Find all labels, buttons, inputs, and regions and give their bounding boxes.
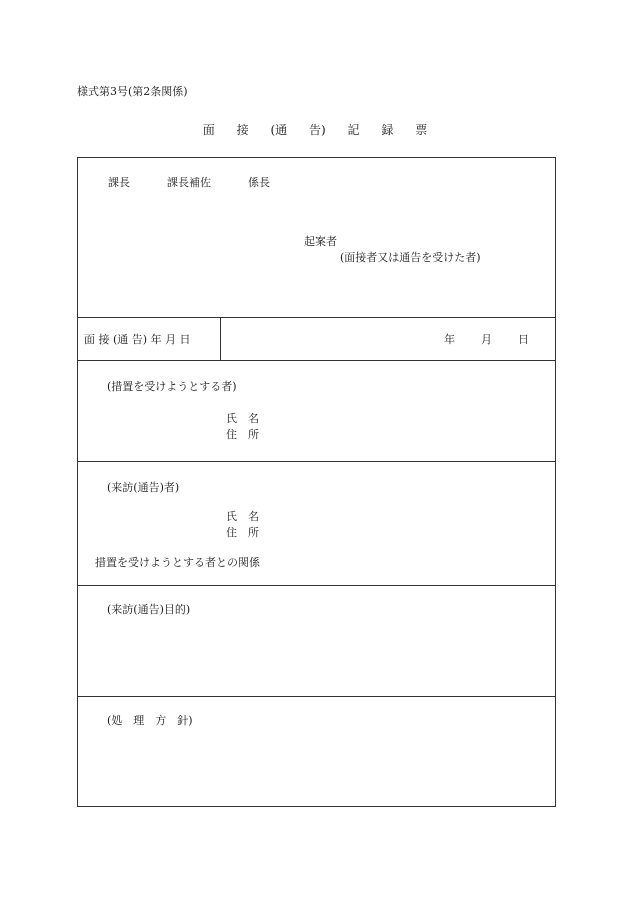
- approval-row: [78, 158, 555, 318]
- relation-label: 措置を受けようとする者との関係: [95, 556, 260, 569]
- title-char: 票: [415, 123, 428, 137]
- drafter-label: 起案者: [304, 235, 337, 248]
- purpose-heading: (来訪(通告)目的): [107, 603, 191, 616]
- visitor-heading: (来訪(通告)者): [107, 481, 180, 494]
- title-char: 面: [202, 123, 215, 137]
- month-label: 月: [481, 333, 492, 346]
- title-char: 告): [308, 123, 326, 137]
- title-char: 記: [347, 123, 360, 137]
- title-char: 接: [236, 123, 249, 137]
- interview-date-label: 面 接 (通 告) 年 月 日: [84, 333, 191, 346]
- day-label: 日: [518, 333, 529, 346]
- subject-section: [78, 361, 555, 462]
- drafter-note: (面接者又は通告を受けた者): [340, 251, 481, 264]
- date-row: [78, 318, 555, 361]
- subject-name-label: 氏 名: [226, 412, 259, 425]
- title-char: 録: [381, 123, 394, 137]
- visitor-section: [78, 462, 555, 586]
- record-form-table: [77, 157, 556, 807]
- document-title: [0, 124, 630, 136]
- policy-heading: (処 理 方 針): [107, 714, 193, 727]
- date-row-divider: [220, 318, 221, 360]
- form-number-label: 様式第3号(第2条関係): [77, 85, 188, 98]
- policy-section: [78, 697, 555, 806]
- section-chief-label: 課長: [108, 176, 130, 189]
- year-label: 年: [444, 333, 455, 346]
- visitor-name-label: 氏 名: [226, 510, 259, 523]
- subject-heading: (措置を受けようとする者): [107, 380, 237, 393]
- visitor-address-label: 住 所: [226, 526, 259, 539]
- purpose-section: [78, 586, 555, 697]
- title-char: (通: [270, 123, 288, 137]
- subject-address-label: 住 所: [226, 428, 259, 441]
- assistant-chief-label: 課長補佐: [167, 176, 211, 189]
- staff-chief-label: 係長: [248, 176, 270, 189]
